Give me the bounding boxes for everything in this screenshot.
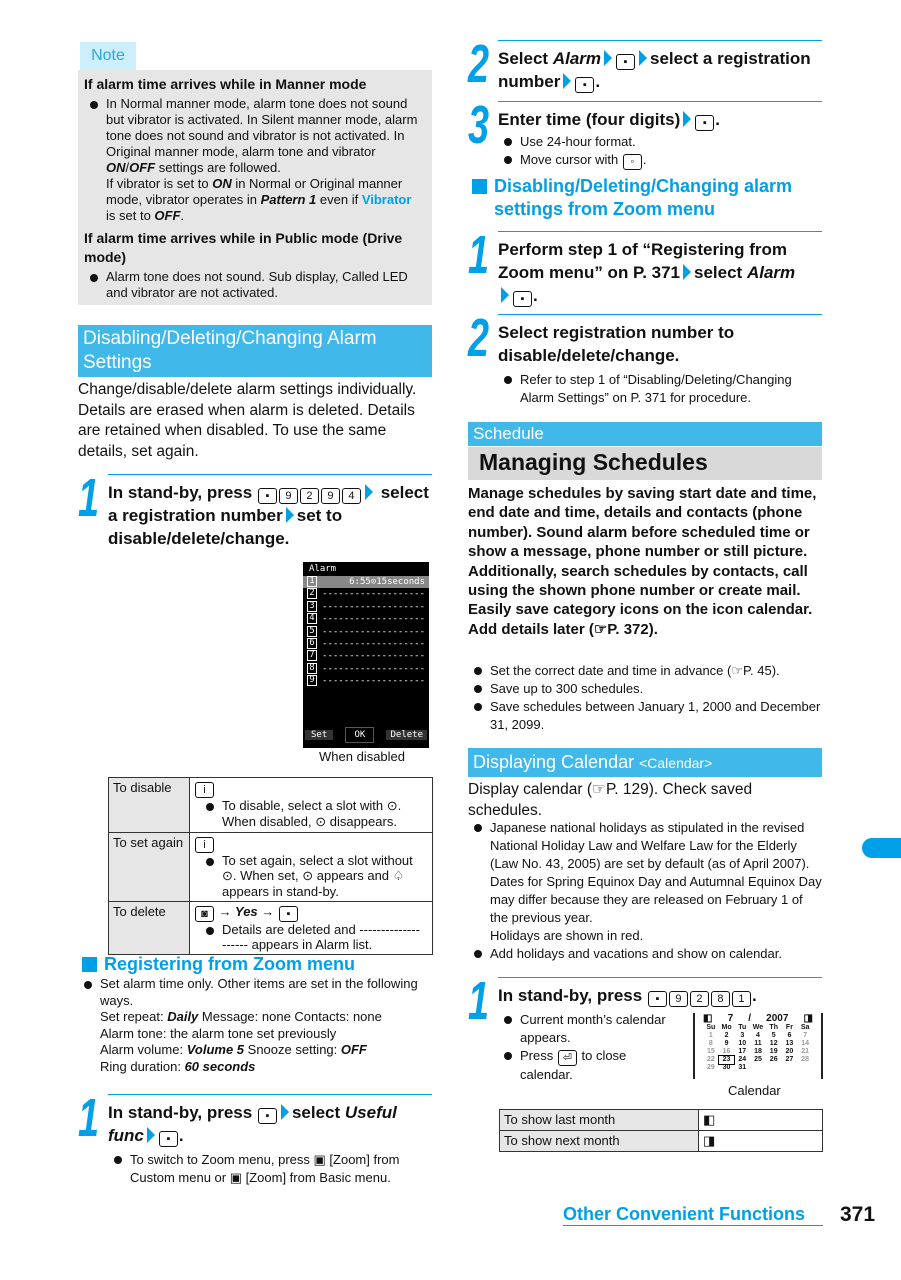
calendar-day[interactable]: 11 [754, 1040, 762, 1047]
calendar-day[interactable]: 10 [738, 1040, 747, 1047]
note-bullet: In Normal manner mode, alarm tone does not sound but vibrator is activated. In Silent manner mode, alarm tone does not sound and vibrator is not activated. In Original manner mode, alarm tone and vibrator ON/OFF settings are followed. If vibrator is set to ON in Normal or Original manner mode, vibrator operates in Pattern 1 even if Vibrator is set to OFF. [84, 96, 426, 224]
calendar-day[interactable]: 3 [740, 1032, 745, 1039]
calendar-day[interactable]: 20 [785, 1048, 794, 1055]
table-row: To delete ◙ → Yes → ▪ Details are deleted and -------------------- appears in Alarm list. [109, 902, 433, 955]
alarm-slot[interactable]: 6 ------------------- [303, 638, 429, 650]
weekday-label: Th [769, 1024, 778, 1031]
menu-key-icon: ▪ [258, 488, 277, 504]
section-heading: Registering from Zoom menu [78, 953, 432, 976]
calendar-day[interactable]: 27 [785, 1056, 794, 1063]
weekday-label: Mo [721, 1024, 732, 1031]
calendar-day[interactable]: 12 [769, 1040, 778, 1047]
calendar-day[interactable]: 15 [706, 1048, 715, 1055]
step-zoom-alarm-2: 2 Select registration number to disable/delete/change. Refer to step 1 of “Disabling/Deleting/Changing Alarm Settings” on P. 371 for procedure. [468, 314, 822, 407]
action-table [108, 777, 433, 955]
calendar-day[interactable]: 16 [722, 1048, 731, 1055]
calendar-caption: Calendar [728, 1083, 781, 1098]
note-heading: If alarm time arrives while in Manner mode [84, 76, 367, 92]
weekday-label: Sa [800, 1024, 810, 1031]
step-zoom-1: 1 In stand-by, press ▪ select Useful func ▪ . To switch to Zoom menu, press ▣ [Zoom] from Custom menu or ▣ [Zoom] from Basic menu. [78, 1094, 432, 1187]
calendar-day[interactable]: 13 [785, 1040, 794, 1047]
calendar-day[interactable]: 7 [803, 1032, 808, 1039]
table-row: To show last month ◧ [500, 1110, 823, 1131]
calendar-intro: Display calendar (☞P. 129). Check saved schedules. [468, 781, 753, 819]
schedule-tag: Schedule [468, 422, 822, 446]
calendar-day[interactable]: 23 [719, 1056, 735, 1064]
step-calendar-1: 1 In stand-by, press ▪ 9 2 8 1 . Current month’s calendar appears. Press ⏎ to close calendar. [468, 977, 822, 1084]
vibrator-link[interactable]: Vibrator [361, 192, 412, 207]
calendar-day[interactable]: 8 [708, 1040, 713, 1047]
intro-text: Change/disable/delete alarm settings individually. Details are erased when alarm is deleted. Details are retained when disabled. To use the same details, set again. [78, 381, 417, 460]
calendar-day[interactable]: 21 [801, 1048, 810, 1055]
weekday-label: Tu [738, 1024, 747, 1031]
section-heading: Disabling/Deleting/Changing alarm settings from Zoom menu [468, 175, 822, 221]
calendar-day[interactable]: 14 [801, 1040, 810, 1047]
step-3: 3 Enter time (four digits) ▪ . Use 24-hour format. Move cursor with ◦ . [468, 101, 822, 170]
chapter-tab [862, 838, 901, 858]
alarm-slot[interactable]: 1 6:55⊙15seconds [303, 576, 429, 588]
alarm-slot[interactable]: 3 ------------------- [303, 601, 429, 613]
weekday-label: Su [706, 1024, 716, 1031]
calendar-day[interactable]: 26 [769, 1056, 778, 1063]
calendar-day[interactable]: 6 [787, 1032, 792, 1039]
step-2: 2 Select Alarm ▪ select a registration number ▪ . [468, 40, 822, 93]
alarm-slot[interactable]: 8 ------------------- [303, 663, 429, 675]
calendar-day[interactable]: 5 [771, 1032, 776, 1039]
calendar-day[interactable]: 19 [769, 1048, 778, 1055]
note-box [78, 70, 432, 305]
alarm-slot[interactable]: 2 ------------------- [303, 588, 429, 600]
calendar-day[interactable]: 22 [706, 1056, 715, 1063]
weekday-label: We [752, 1024, 764, 1031]
weekday-label: Fr [785, 1024, 793, 1031]
alarm-slot[interactable]: 4 ------------------- [303, 613, 429, 625]
calendar-day[interactable]: 28 [801, 1056, 810, 1063]
calendar-day[interactable]: 4 [756, 1032, 760, 1039]
softkey-ok[interactable]: OK [345, 727, 374, 743]
footer-section: Other Convenient Functions [563, 1204, 823, 1226]
calendar-day[interactable]: 24 [738, 1056, 747, 1063]
calendar-bar: Displaying Calendar <Calendar> [468, 748, 822, 777]
page-number: 371 [840, 1203, 876, 1226]
table-row: To set again i To set again, select a slot without ⊙. When set, ⊙ appears and ♤ appears in stand-by. [109, 833, 433, 902]
screen-caption: When disabled [319, 749, 405, 764]
alarm-slot[interactable]: 9 ------------------- [303, 675, 429, 687]
calendar-day[interactable]: 25 [754, 1056, 762, 1063]
alarm-slot[interactable]: 7 ------------------- [303, 650, 429, 662]
calendar-image: ◧ 7 / 2007 ◨ Su Mo Tu We Th Fr Sa 1 2 3 4 5 6 7 8 9 10 11 12 13 14 15 16 17 18 19 20 21 22 23 24 25 26 27 28 29 30 31 [693, 1013, 823, 1079]
phone-screen: Alarm 1 6:55⊙15seconds 2 ------------------- 3 ------------------- 4 ------------------- 5 ------------------- 6 ------------------- 7 ------------------- 8 ------------------- 9 ------------------- Set OK Delete [303, 562, 429, 748]
note-bullet: Alarm tone does not sound. Sub display, Called LED and vibrator are not activated. [84, 269, 426, 301]
arrow-icon [365, 484, 373, 500]
softkey-set[interactable]: Set [305, 730, 333, 740]
section-bar: Disabling/Deleting/Changing Alarm Settings [78, 325, 432, 377]
calendar-day[interactable]: 29 [706, 1064, 715, 1071]
zoom-bullets: Set alarm time only. Other items are set in the following ways. Set repeat: Daily Message: none Contacts: none Alarm tone: the alarm tone set previously Alarm volume: Volume 5 Snooze setting: OFF Ring duration: 60 seconds [78, 976, 434, 1075]
softkey-delete[interactable]: Delete [386, 730, 427, 740]
schedule-bullets: Set the correct date and time in advance (☞P. 45). Save up to 300 schedules. Save schedules between January 1, 2000 and December 31, 2099. [468, 662, 822, 734]
page-title: Managing Schedules [468, 447, 822, 480]
table-row: To disable i To disable, select a slot with ⊙. When disabled, ⊙ disappears. [109, 778, 433, 833]
calendar-day[interactable]: 9 [724, 1040, 729, 1047]
calendar-day[interactable]: 17 [738, 1048, 747, 1055]
calendar-table [499, 1109, 823, 1152]
arrow-icon [286, 507, 294, 523]
table-row: To show next month ◨ [500, 1131, 823, 1152]
step-zoom-alarm-1: 1 Perform step 1 of “Registering from Zoom menu” on P. 371 select Alarm ▪ . [468, 231, 822, 307]
schedule-intro: Manage schedules by saving start date and time, end date and time, details and contacts (phone number). Sound alarm before scheduled time or show a message, phone number or still picture. Additionally, search schedules by contacts, call using the shown phone number or create mail. Easily save category icons on the icon calendar. Add details later (☞P. 372). [468, 485, 817, 638]
alarm-slot[interactable]: 5 ------------------- [303, 626, 429, 638]
calendar-day[interactable]: 1 [708, 1032, 713, 1039]
calendar-day[interactable]: 31 [738, 1064, 747, 1071]
note-heading: If alarm time arrives while in Public mode (Drive mode) [84, 230, 403, 265]
calendar-day[interactable]: 2 [724, 1032, 729, 1039]
calendar-bullets: Japanese national holidays as stipulated in the revised National Holiday Law and Welfare Law for the Elderly (Law No. 43, 2005) are set by default (as of April 2007). Dates for Spring Equinox Day and Autumnal Equinox Day may differ because they are released on February 1 of the previous year. Holidays are shown in red. Add holidays and vacations and show on calendar. [468, 819, 822, 963]
calendar-day[interactable]: 18 [754, 1048, 762, 1055]
calendar-day[interactable]: 30 [722, 1064, 731, 1071]
step-1: 1 In stand-by, press ▪ 9 2 9 4 select a registration number set to disable/delete/change. [78, 474, 432, 550]
note-tag: Note [80, 42, 136, 70]
